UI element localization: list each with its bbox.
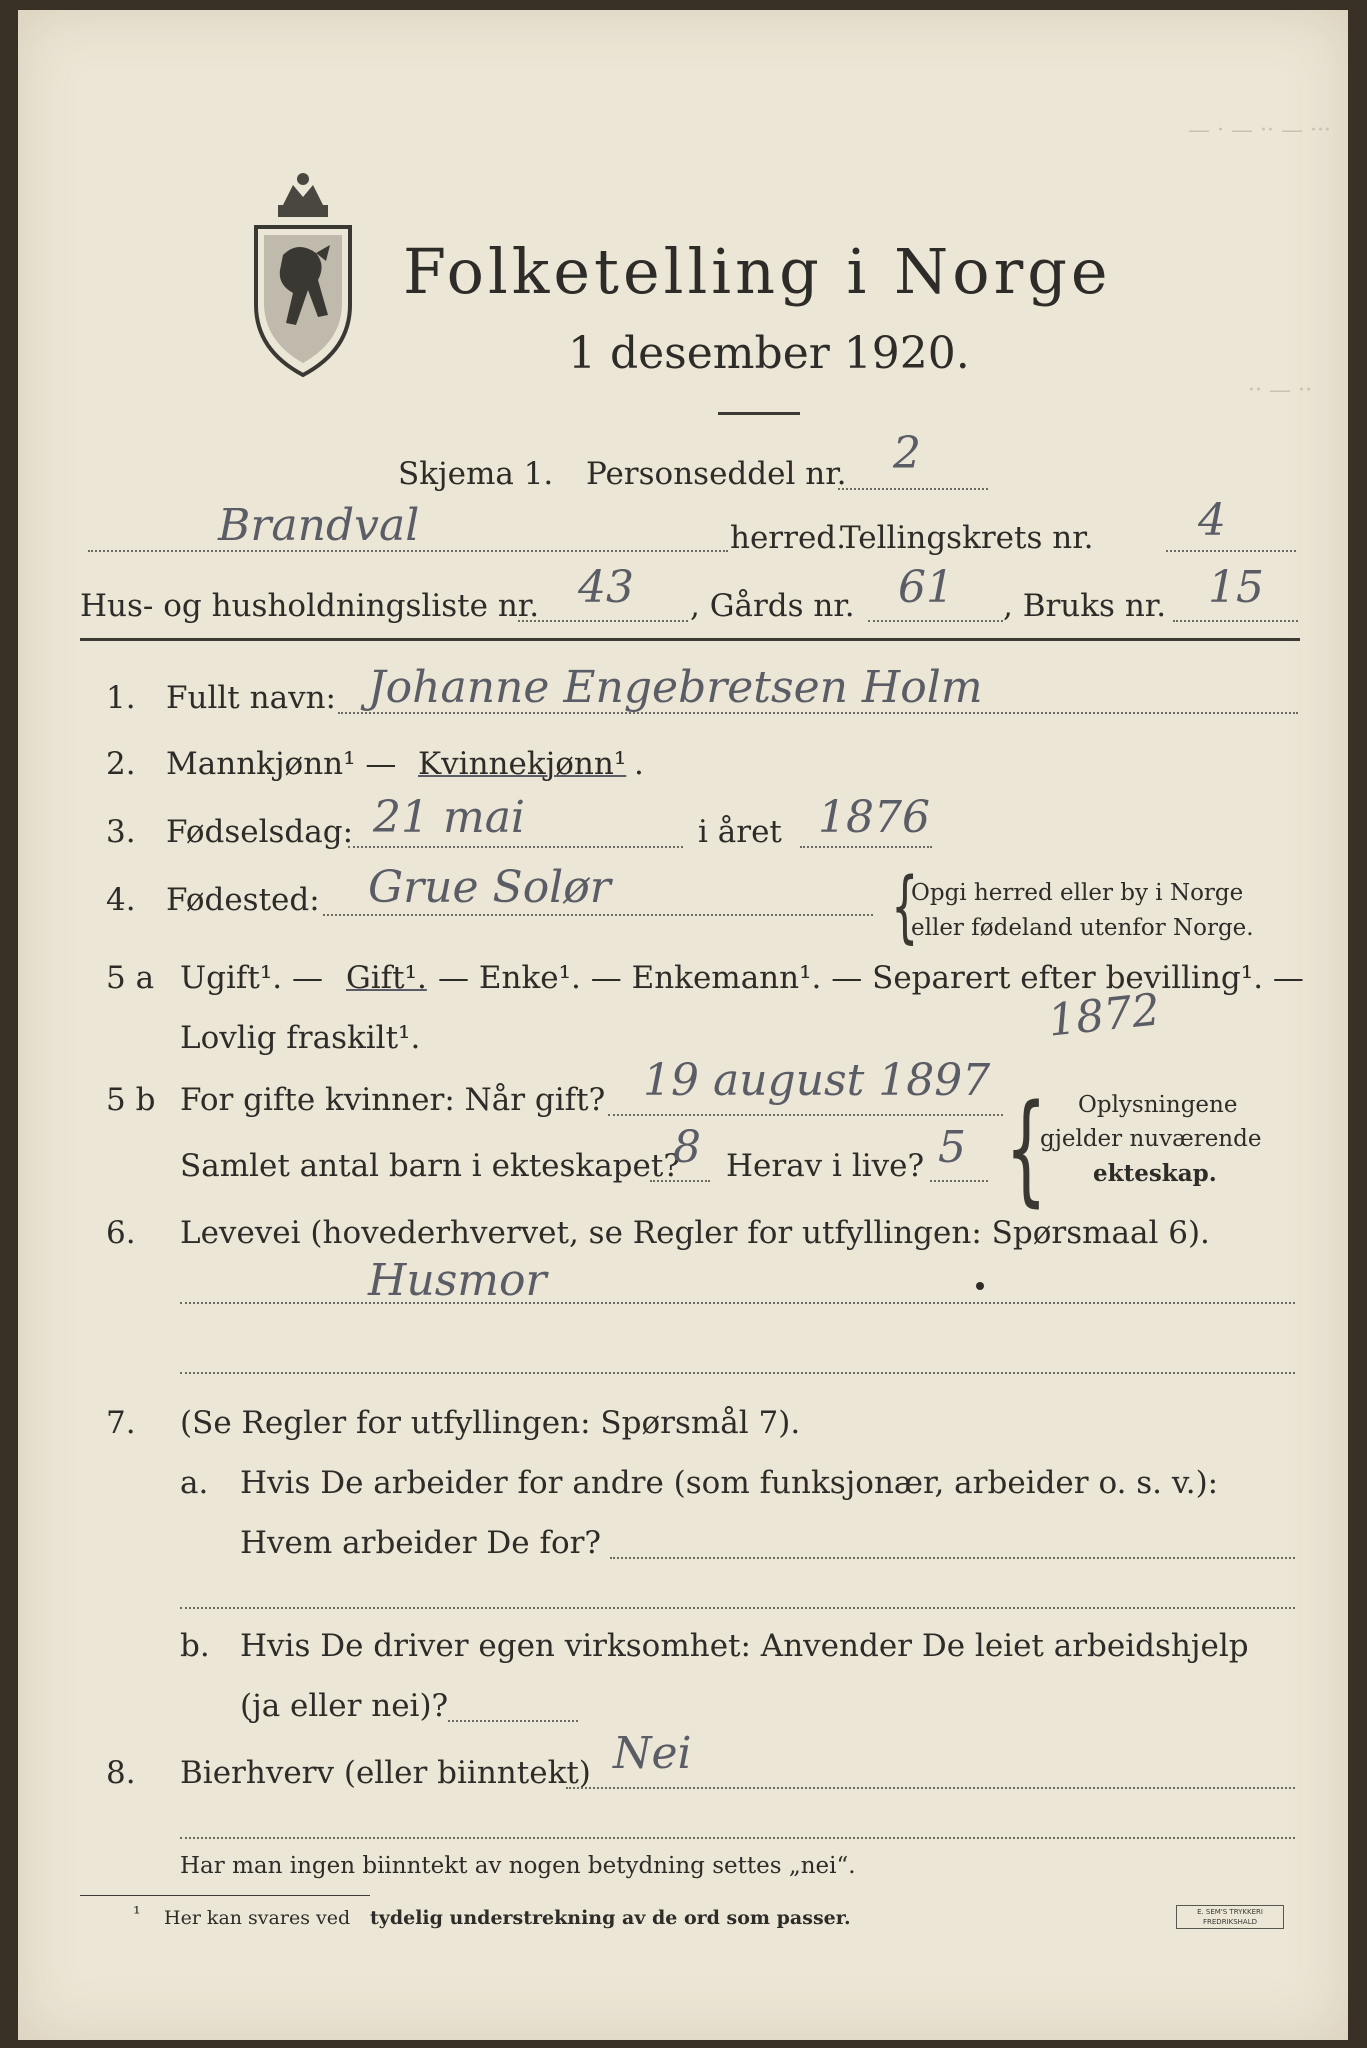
- birthday-value: 21 mai: [373, 792, 526, 843]
- q6-line-2: [180, 1372, 1295, 1374]
- census-form-page: [18, 10, 1348, 2040]
- q2-kvinnekjonn: Kvinnekjønn¹: [418, 746, 627, 782]
- personseddel-label: Personseddel nr.: [586, 456, 847, 492]
- q1-label: Fullt navn:: [166, 680, 336, 716]
- full-name-value: Johanne Engebretsen Holm: [368, 662, 983, 713]
- gards-value: 61: [898, 562, 954, 613]
- side-income-value: Nei: [613, 1728, 692, 1779]
- herred-value: Brandval: [218, 500, 420, 551]
- q4-line: [323, 914, 873, 916]
- q5b-number: 5 b: [106, 1082, 156, 1118]
- footnote-rule: [80, 1895, 370, 1896]
- bruks-label: , Bruks nr.: [1003, 588, 1167, 624]
- q5b-alive-label: Herav i live?: [726, 1148, 925, 1184]
- q5a-other-options: — Enke¹. — Enkemann¹. — Separert efter bevilling¹. —: [438, 960, 1304, 996]
- q7b-answer-line: [448, 1720, 578, 1722]
- q2-mannkjonn: Mannkjønn¹ —: [166, 746, 397, 782]
- q7a-line1: Hvis De arbeider for andre (som funksjonær, arbeider o. s. v.):: [240, 1465, 1219, 1501]
- q3-day-line: [348, 846, 683, 848]
- printer-stamp: [1176, 1905, 1284, 1929]
- norwegian-coat-of-arms-icon: [238, 165, 368, 380]
- bruks-line: [1173, 620, 1298, 622]
- q7a-answer-line: [610, 1557, 1295, 1559]
- q3-number: 3.: [106, 814, 136, 850]
- q4-brace: {: [891, 862, 919, 952]
- children-alive-value: 5: [938, 1122, 966, 1173]
- q5a-gift: Gift¹.: [346, 960, 427, 996]
- footnote-emphasis: tydelig understrekning av de ord som passer.: [370, 1907, 851, 1929]
- q3-label: Fødselsdag:: [166, 814, 354, 850]
- q5b-married-line: [608, 1114, 1003, 1116]
- q5b-alive-line: [930, 1180, 988, 1182]
- q2-number: 2.: [106, 746, 136, 782]
- form-title: Folketelling i Norge: [403, 235, 1112, 308]
- personseddel-line: [838, 488, 988, 490]
- hus-value: 43: [578, 562, 634, 613]
- married-date-value: 19 august 1897: [643, 1055, 991, 1106]
- ink-dot: [976, 1282, 984, 1290]
- q5b-married-label: For gifte kvinner: Når gift?: [180, 1082, 606, 1118]
- q5a-fraskilt: Lovlig fraskilt¹.: [180, 1020, 421, 1056]
- margin-note: 1872: [1045, 984, 1163, 1047]
- q5b-note-line3: ekteskap.: [1093, 1160, 1217, 1187]
- q1-number: 1.: [106, 680, 136, 716]
- q8-label: Bierhverv (eller biinntekt): [180, 1755, 591, 1791]
- q5b-children-label: Samlet antal barn i ekteskapet?: [180, 1148, 680, 1184]
- census-date: 1 desember 1920.: [568, 328, 970, 379]
- footnote-text: Her kan svares ved: [164, 1907, 351, 1929]
- q3-year-line: [800, 846, 932, 848]
- q5b-note-line2: gjelder nuværende: [1040, 1126, 1262, 1152]
- q4-note-line2: eller fødeland utenfor Norge.: [911, 915, 1254, 941]
- occupation-value: Husmor: [368, 1255, 547, 1306]
- q7b-number: b.: [180, 1628, 210, 1664]
- q5b-note-line1: Oplysningene: [1078, 1092, 1238, 1118]
- q3-year-label: i året: [698, 814, 782, 850]
- q7a-number: a.: [180, 1465, 209, 1501]
- q5b-brace: {: [1005, 1080, 1048, 1219]
- printer-stamp-line1: E. SEM'S TRYKKERI: [1197, 1908, 1263, 1916]
- q4-number: 4.: [106, 882, 136, 918]
- q7-number: 7.: [106, 1405, 136, 1441]
- q7a-line2: Hvem arbeider De for?: [240, 1525, 602, 1561]
- q4-note-line1: Opgi herred eller by i Norge: [911, 880, 1244, 906]
- q6-label: Levevei (hovederhvervet, se Regler for utfyllingen: Spørsmaal 6).: [180, 1215, 1210, 1251]
- hus-label: Hus- og husholdningsliste nr.: [80, 588, 540, 624]
- q7a-extra-line: [180, 1607, 1295, 1609]
- birthplace-value: Grue Solør: [368, 862, 611, 913]
- q4-label: Fødested:: [166, 882, 320, 918]
- bruks-value: 15: [1208, 562, 1264, 613]
- printer-stamp-line2: FREDRIKSHALD: [1202, 1918, 1257, 1926]
- bleed-through-text: ·· — ··: [1248, 378, 1312, 403]
- tellingskrets-line: [1166, 550, 1296, 552]
- herred-label: herred.: [730, 520, 846, 556]
- bleed-through-text: — · — ·· — ···: [1188, 118, 1331, 143]
- q6-number: 6.: [106, 1215, 136, 1251]
- gards-label: , Gårds nr.: [690, 588, 855, 624]
- header-divider: [80, 638, 1300, 641]
- children-count-value: 8: [673, 1122, 701, 1173]
- tellingskrets-value: 4: [1198, 495, 1226, 546]
- birth-year-value: 1876: [818, 792, 930, 843]
- q5a-number: 5 a: [106, 960, 155, 996]
- gards-line: [868, 620, 1003, 622]
- q5a-ugift: Ugift¹. —: [180, 960, 323, 996]
- title-divider: [718, 412, 800, 415]
- q2-end: .: [634, 746, 644, 782]
- hus-line: [518, 620, 688, 622]
- tellingskrets-label: Tellingskrets nr.: [840, 520, 1094, 556]
- q8-extra-line: [180, 1837, 1295, 1839]
- q6-line-1: [180, 1302, 1295, 1304]
- footer-note: Har man ingen biinntekt av nogen betydning settes „nei“.: [180, 1853, 856, 1879]
- footnote-mark: ¹: [133, 1903, 141, 1925]
- schema-label: Skjema 1.: [398, 456, 554, 492]
- q8-number: 8.: [106, 1755, 136, 1791]
- q8-line: [566, 1787, 1295, 1789]
- q5b-children-line: [650, 1180, 710, 1182]
- q7b-line2: (ja eller nei)?: [240, 1688, 449, 1724]
- q7b-line1: Hvis De driver egen virksomhet: Anvender De leiet arbeidshjelp: [240, 1628, 1249, 1664]
- personseddel-value: 2: [893, 428, 921, 479]
- q7-label: (Se Regler for utfyllingen: Spørsmål 7).: [180, 1405, 801, 1441]
